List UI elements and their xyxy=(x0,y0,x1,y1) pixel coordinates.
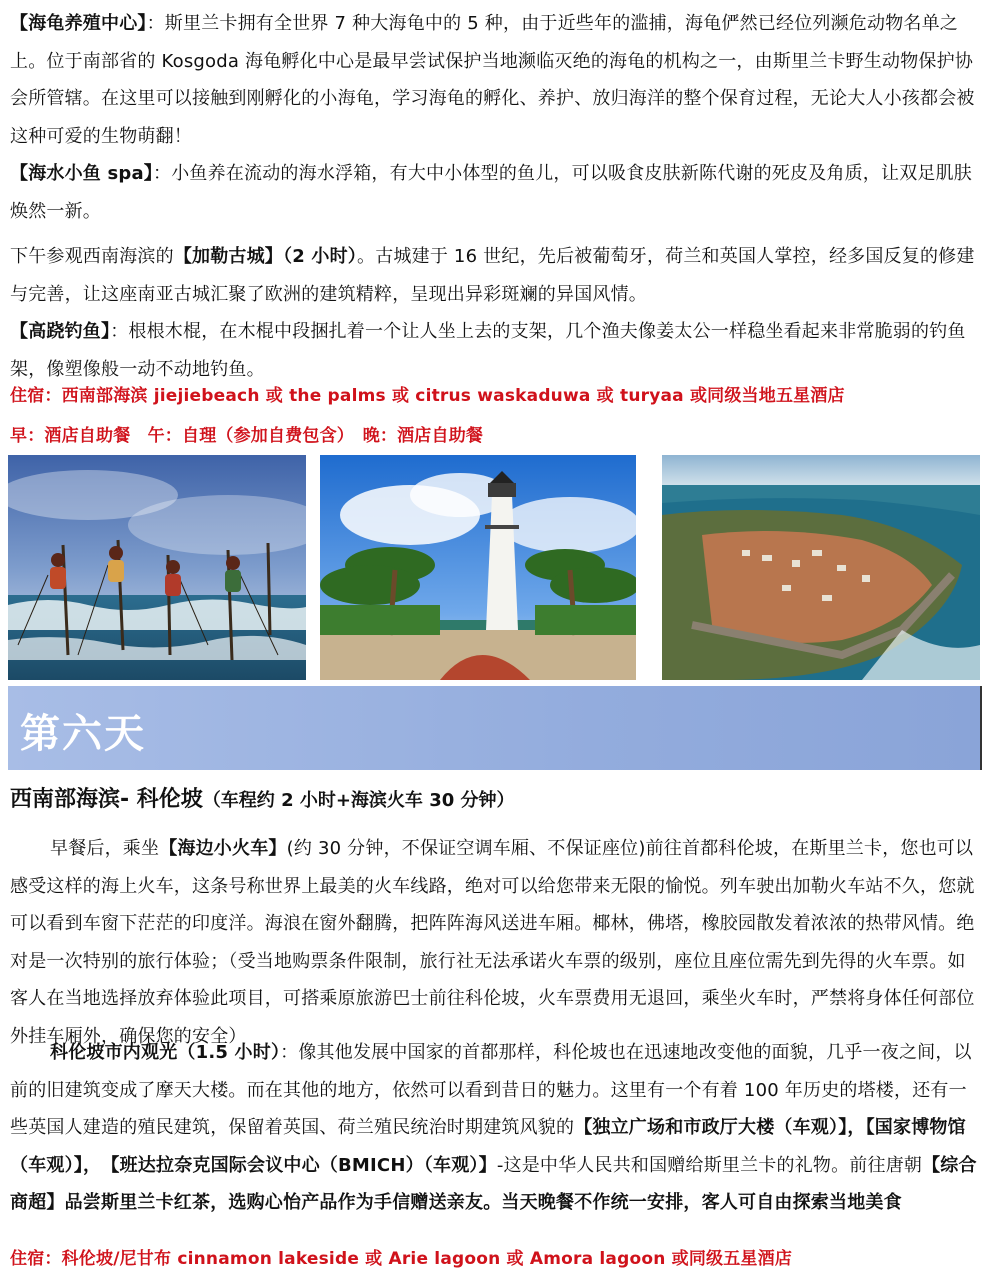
day-banner xyxy=(8,686,982,770)
train-title: 【海边小火车】 xyxy=(159,838,287,859)
lighthouse-photo xyxy=(320,455,636,680)
turtle-text: ：斯里兰卡拥有全世界 7 种大海龟中的 5 种，由于近些年的滥捕，海龟俨然已经位列濒危动物名单之上。位于南部省的 Kosgoda 海龟孵化中心是最早尝试保护当地濒临灭绝的海龟的机构之一，由斯里兰卡野生动物保护协会所管辖。在这里可以接触到刚孵化的小海龟，学习海龟的孵化、养护、放归海洋的整个保育过程，无论大人小孩都会被这种可爱的生物萌翻！ xyxy=(10,13,975,147)
colombo-text: ：像其他发展中国家的首都那样，科伦坡也在迅速地改变他的面貌，几乎一夜之间，以前的旧建筑变成了摩天大楼。而在其他的地方，依然可以看到昔日的魅力。这里有一个有着 100 年历史的塔楼，还有一些英国人建造的殖民建筑，保留着英国、荷兰殖民统治时期建筑风貌的 xyxy=(10,1042,972,1138)
galle-fort-aerial-photo xyxy=(662,455,980,680)
colombo-mid: -这是中华人民共和国赠给斯里兰卡的礼物。前往唐朝 xyxy=(496,1154,923,1176)
hotel-line-day6: 住宿：科伦坡/尼甘布 cinnamon lakeside 或 Arie lagoon 或 Amora lagoon 或同级五星酒店 xyxy=(10,1249,793,1269)
photo-row xyxy=(0,455,1000,680)
galle-title: 【加勒古城】（2 小时） xyxy=(173,246,358,267)
colombo-paragraph xyxy=(10,1034,982,1222)
route-title: 西南部海滨- 科伦坡 xyxy=(10,787,203,812)
colombo-sights: 【独立广场和市政厅大楼（车观）】，【国家博物馆（车观）】， 【班达拉奈克国际会议中心（BMICH）（车观）】 xyxy=(10,1117,966,1176)
day-title: 第六天 xyxy=(20,711,146,757)
galle-text: 。古城建于 16 世纪，先后被葡萄牙，荷兰和英国人掌控，经多国反复的修建与完善，让这座南亚古城汇聚了欧洲的建筑精粹，呈现出异彩斑斓的异国风情。 xyxy=(10,246,975,305)
stilt-title: 【高跷钓鱼】 xyxy=(10,321,111,342)
spa-title: 【海水小鱼 spa】 xyxy=(10,163,154,184)
colombo-shopping: 【综合商超】品尝斯里兰卡红茶，选购心怡产品作为手信赠送亲友。当天晚餐不作统一安排，客人可自由探索当地美食 xyxy=(10,1154,977,1213)
route-heading xyxy=(10,780,990,821)
train-text: (约 30 分钟，不保证空调车厢、不保证座位)前往首都科伦坡，在斯里兰卡，您也可以感受这样的海上火车，这条号称世界上最美的火车线路，绝对可以给您带来无限的愉悦。列车驶出加勒火车站不久，您就可以看到车窗下茫茫的印度洋。海浪在窗外翻腾，把阵阵海风送进车厢。椰林，佛塔，橡胶园散发着浓浓的热带风情。绝对是一次特别的旅行体验；（受当地购票条件限制，旅行社无法承诺火车票的级别，座位且座位需先到先得的火车票。如客人在当地选择放弃体验此项目，可搭乘原旅游巴士前往科伦坡，火车票费用无退回，乘坐火车时，严禁将身体任何部位外挂车厢外，确保您的安全） xyxy=(10,838,975,1047)
hotel-line-day5: 住宿：西南部海滨 jiejiebeach 或 the palms 或 citrus waskaduwa 或 turyaa 或同级当地五星酒店 xyxy=(10,386,845,406)
train-pre: 早餐后，乘坐 xyxy=(50,838,160,859)
turtle-title: 【海龟养殖中心】 xyxy=(10,13,147,34)
turtle-paragraph xyxy=(10,5,982,230)
stilt-text: ：根根木棍，在木棍中段捆扎着一个让人坐上去的支架，几个渔夫像姜太公一样稳坐看起来非常脆弱的钓鱼架，像塑像般一动不动地钓鱼。 xyxy=(10,321,966,380)
galle-paragraph xyxy=(10,238,982,388)
galle-pre: 下午参观西南海滨的 xyxy=(10,246,174,267)
spa-text: ：小鱼养在流动的海水浮箱，有大中小体型的鱼儿，可以吸食皮肤新陈代谢的死皮及角质，让双足肌肤焕然一新。 xyxy=(10,163,973,222)
meals-line: 早：酒店自助餐 午：自理（参加自费包含） 晚：酒店自助餐 xyxy=(10,426,484,446)
stilt-fishing-photo xyxy=(8,455,306,680)
route-subtitle: （车程约 2 小时+海滨火车 30 分钟） xyxy=(202,790,515,811)
train-paragraph xyxy=(10,830,982,1055)
colombo-title: 科伦坡市内观光（1.5 小时） xyxy=(50,1042,281,1063)
